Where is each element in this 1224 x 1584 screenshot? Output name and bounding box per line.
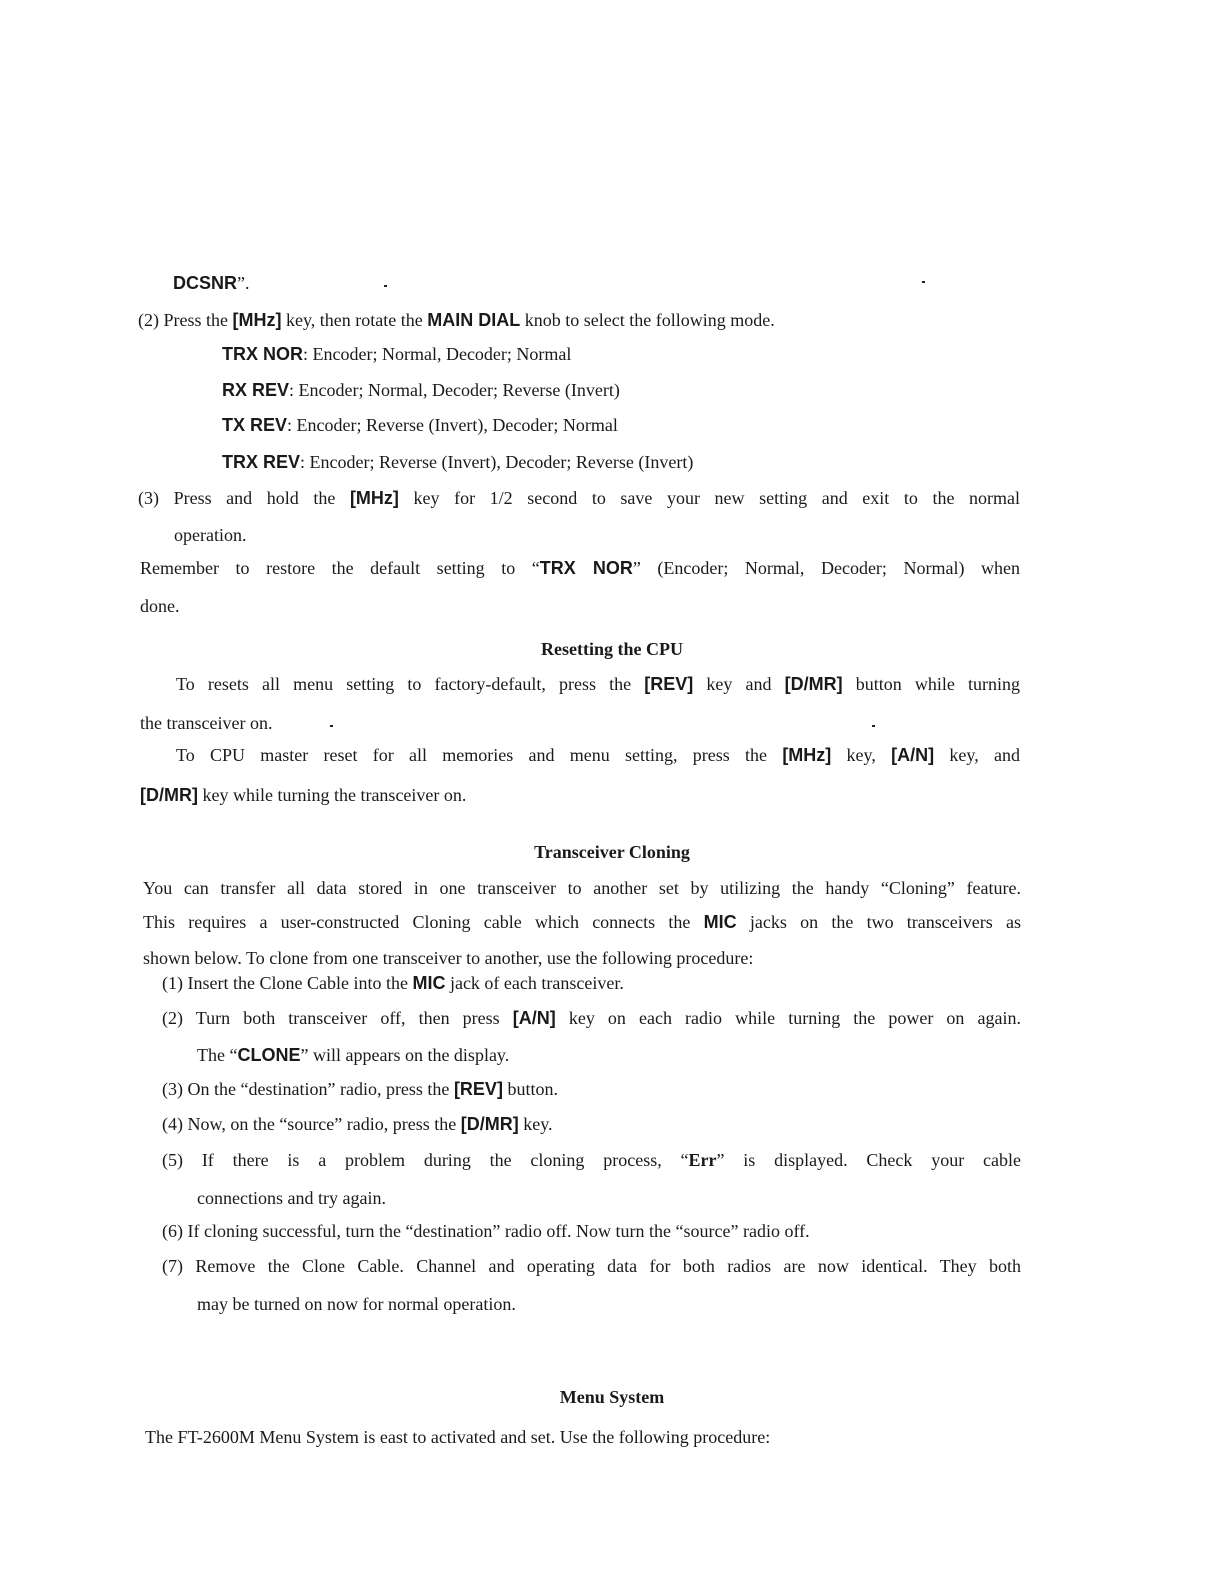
- step-2: (2) Press the [MHz] key, then rotate the MAIN DIAL knob to select the following mode.: [138, 310, 775, 330]
- remember-note-cont: done.: [140, 596, 180, 616]
- mode-item: TRX REV: Encoder; Reverse (Invert), Decoder; Reverse (Invert): [222, 452, 694, 472]
- reset-paragraph-2-cont: [D/MR] key while turning the transceiver on.: [140, 785, 467, 805]
- cloning-step-6: (6) If cloning successful, turn the “destination” radio off. Now turn the “source” radio off.: [162, 1221, 810, 1241]
- cloning-step-2-cont: The “CLONE” will appears on the display.: [197, 1045, 510, 1065]
- reset-paragraph-1: To resets all menu setting to factory-default, press the [REV] key and [D/MR] button while turning: [176, 674, 1020, 694]
- top-fragment: DCSNR”.: [173, 273, 250, 293]
- scan-speck: [872, 725, 875, 727]
- cloning-step-7: (7) Remove the Clone Cable. Channel and operating data for both radios are now identical. They both: [162, 1256, 1022, 1276]
- cloning-step-2: (2) Turn both transceiver off, then press [A/N] key on each radio while turning the power on again.: [162, 1008, 1021, 1028]
- mode-item: TRX NOR: Encoder; Normal, Decoder; Normal: [222, 344, 572, 364]
- cloning-step-7-cont: may be turned on now for normal operation.: [197, 1294, 516, 1314]
- cloning-intro-1: You can transfer all data stored in one transceiver to another set by utilizing the handy “Cloning” feature.: [143, 878, 1021, 898]
- cloning-step-4: (4) Now, on the “source” radio, press the [D/MR] key.: [162, 1114, 553, 1134]
- cloning-step-3: (3) On the “destination” radio, press the [REV] button.: [162, 1079, 558, 1099]
- mode-item: TX REV: Encoder; Reverse (Invert), Decoder; Normal: [222, 415, 618, 435]
- mhz-key: [MHz]: [232, 310, 282, 330]
- cloning-step-1: (1) Insert the Clone Cable into the MIC jack of each transceiver.: [162, 973, 624, 993]
- scan-speck: [330, 725, 333, 727]
- heading-transceiver-cloning: Transceiver Cloning: [534, 842, 690, 862]
- heading-resetting-cpu: Resetting the CPU: [541, 639, 683, 659]
- step-3: (3) Press and hold the [MHz] key for 1/2 second to save your new setting and exit to the normal: [138, 488, 1021, 508]
- cloning-step-5-cont: connections and try again.: [197, 1188, 386, 1208]
- mode-item: RX REV: Encoder; Normal, Decoder; Reverse (Invert): [222, 380, 620, 400]
- menu-intro: The FT-2600M Menu System is east to activated and set. Use the following procedure:: [145, 1427, 771, 1447]
- step-3-cont: operation.: [174, 525, 247, 545]
- reset-paragraph-1-cont: the transceiver on.: [140, 713, 273, 733]
- scan-speck: [384, 285, 387, 287]
- cloning-intro-2: This requires a user-constructed Cloning cable which connects the MIC jacks on the two transceivers as: [143, 912, 1021, 932]
- cloning-step-5: (5) If there is a problem during the cloning process, “Err” is displayed. Check your cable: [162, 1150, 1021, 1170]
- scan-speck: [922, 281, 925, 283]
- cloning-intro-3: shown below. To clone from one transceiver to another, use the following procedure:: [143, 948, 754, 968]
- heading-menu-system: Menu System: [559, 1387, 665, 1407]
- remember-note: Remember to restore the default setting to “TRX NOR” (Encoder; Normal, Decoder; Normal) when: [140, 558, 1021, 578]
- dcs-code: DCSNR: [173, 273, 238, 293]
- reset-paragraph-2: To CPU master reset for all memories and menu setting, press the [MHz] key, [A/N] key, and: [176, 745, 1020, 765]
- main-dial-label: MAIN DIAL: [427, 310, 521, 330]
